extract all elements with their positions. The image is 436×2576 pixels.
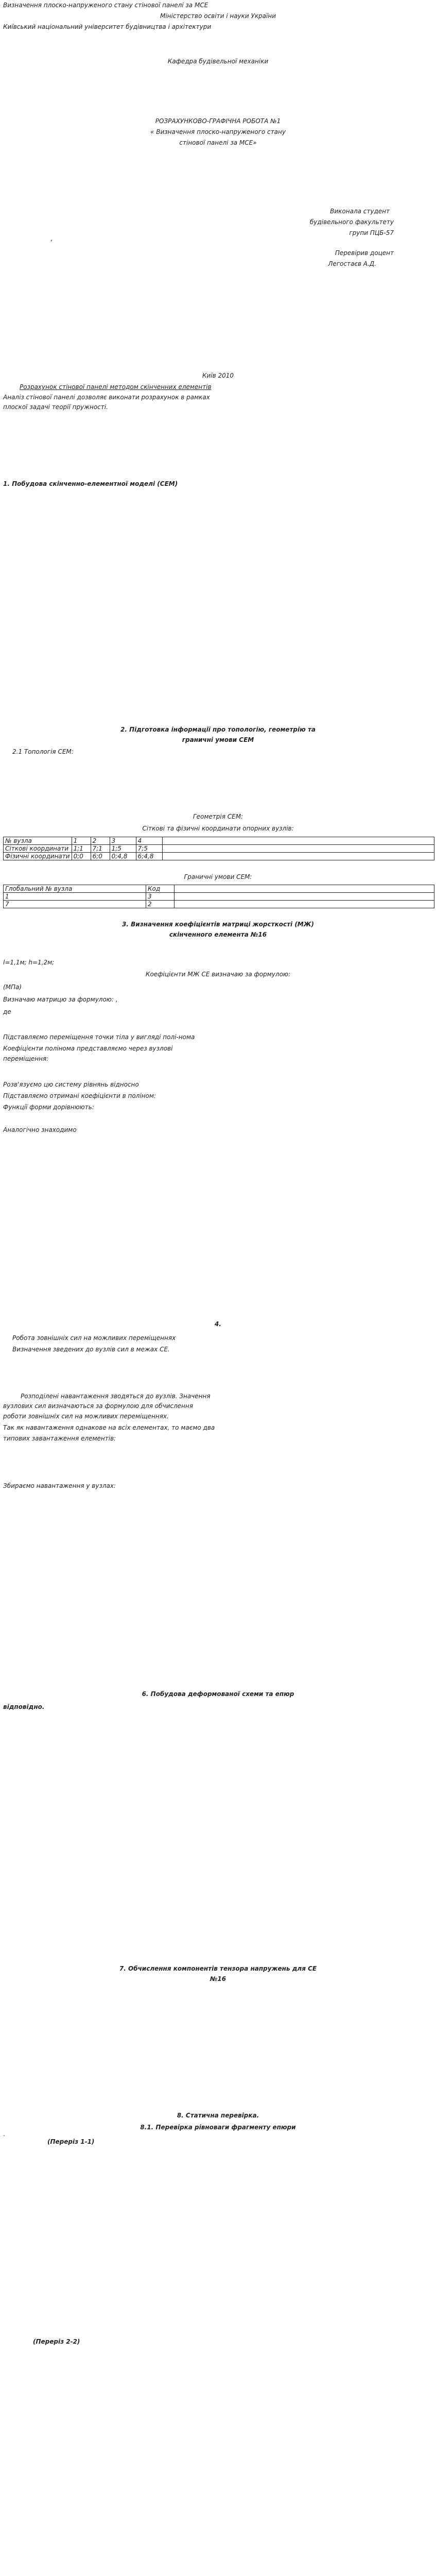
table-cell: 7;5 xyxy=(136,845,162,853)
table-cell: 2 xyxy=(146,901,175,908)
section-cut-2-2: (Переріз 2-2) xyxy=(33,2338,80,2345)
table-cell: 4 xyxy=(136,837,162,845)
section-7-title-2: №16 xyxy=(210,1975,226,1982)
table-cell: 1 xyxy=(4,893,146,901)
substitute-text: Підставляємо отримані коефіцієнти в поліном: xyxy=(3,1092,156,1099)
section-4-para-1: Розподілені навантаження зводяться до вузлів. Значення xyxy=(21,1393,211,1400)
section-2-1-title: 2.1 Топологія СЕМ: xyxy=(12,748,74,755)
boundary-caption: Граничні умови СЕМ: xyxy=(184,873,252,880)
ministry-name: Міністерство освіти і науки України xyxy=(160,12,276,20)
section-3-title-2: скінченного елемента №16 xyxy=(169,931,267,938)
table-cell: 0;4,8 xyxy=(110,853,136,860)
group-name: групи ПЦБ-57 xyxy=(349,229,394,236)
table-cell: Фізичні координати xyxy=(4,853,72,860)
top-line: Визначення плоско-напруженого стану стінової панелі за МСЕ xyxy=(3,2,208,9)
work-title: РОЗРАХУНКОВО-ГРАФІЧНА РОБОТА №1 xyxy=(155,117,281,125)
where-label: де xyxy=(3,1008,11,1015)
table-cell: 7 xyxy=(4,901,146,908)
table-cell: 3 xyxy=(146,893,175,901)
section-8-1-title: 8.1. Перевірка рівноваги фрагменту епюри xyxy=(140,2124,296,2131)
table-cell xyxy=(162,845,434,853)
section-4-para-5: типових завантаження елементів: xyxy=(3,1435,116,1442)
performed-by: Виконала студент xyxy=(330,208,390,215)
table-cell xyxy=(162,853,434,860)
analogous-text: Аналогічно знаходимо xyxy=(3,1126,77,1133)
section-cut-1-1: (Переріз 1-1) xyxy=(47,2138,95,2145)
intro-line-1: Аналіз стінової панелі дозволяє виконати розрахунок в рамках xyxy=(3,394,210,401)
table-cell: 6;4,8 xyxy=(136,853,162,860)
work-subtitle-2: стінової панелі за МСЕ» xyxy=(179,139,257,146)
university-name: Київський національний університет будівництва і архітектури xyxy=(3,23,212,30)
table-cell: 6;0 xyxy=(91,853,110,860)
section-6-title-1: 6. Побудова деформованої схеми та епюр xyxy=(142,1690,294,1698)
section-3-title-1: 3. Визначення коефіцієнтів матриці жорсткості (МЖ) xyxy=(122,921,314,928)
intro-line-2: плоскої задачі теорії пружності. xyxy=(3,403,108,411)
section-6-title-2: відповідно. xyxy=(3,1703,45,1710)
section-8-title: 8. Статична перевірка. xyxy=(177,2112,259,2119)
table-header-cell: Глобальний № вузла xyxy=(4,885,146,893)
table-cell: 1 xyxy=(72,837,91,845)
table-row xyxy=(4,845,434,853)
displacement-field-text: Підставляємо переміщення точки тіла у вигляді полі-нома xyxy=(3,1033,195,1041)
section-4-line-1: Робота зовнішніх сил на можливих переміщеннях xyxy=(12,1334,176,1342)
section-4-para-2: вузлових сил визначаються за формулою для обчислення xyxy=(3,1402,193,1410)
table-row xyxy=(4,901,434,908)
polynomial-coef-line-1: Коефіцієнти полінома представляємо через вузлові xyxy=(3,1045,173,1052)
table-row xyxy=(4,885,434,893)
nodes-caption: Сіткові та фізичні координати опорних вузлів: xyxy=(142,825,294,832)
section-2-title-2: граничні умови СЕМ xyxy=(182,736,254,743)
section-7-title-1: 7. Обчислення компонентів тензора напружень для СЕ xyxy=(119,1965,317,1972)
boundary-table xyxy=(3,885,434,908)
checker-name: Легостаєв А.Д. xyxy=(328,260,376,267)
table-row xyxy=(4,853,434,860)
table-cell: 2 xyxy=(91,837,110,845)
table-cell: 3 xyxy=(110,837,136,845)
table-cell: Сіткові координати xyxy=(4,845,72,853)
table-header-cell: Код xyxy=(146,885,175,893)
polynomial-coef-line-2: переміщення: xyxy=(3,1055,49,1062)
solve-system-text: Розв'язуємо цю систему рівнянь відносно xyxy=(3,1081,139,1088)
intro-heading: Розрахунок стінової панелі методом скінченних елементів xyxy=(20,383,212,391)
table-cell: 7;1 xyxy=(91,845,110,853)
section-4-para-3: роботи зовнішніх сил на можливих переміщеннях. xyxy=(3,1413,169,1420)
faculty-name: будівельного факультету xyxy=(309,218,394,226)
table-row xyxy=(4,837,434,845)
table-cell: 0;0 xyxy=(72,853,91,860)
matrix-formula-intro: Визначаю матрицю за формулою: , xyxy=(3,996,118,1003)
stray-mark: , xyxy=(50,235,53,242)
unit-label: (МПа) xyxy=(3,984,22,991)
element-dimensions: l=1,1м; h=1,2м; xyxy=(3,959,55,966)
section-4-title: 4. xyxy=(215,1320,221,1328)
geometry-title: Геометрія СЕМ: xyxy=(193,813,243,820)
nodes-table xyxy=(3,837,434,860)
table-cell: № вузла xyxy=(4,837,72,845)
section-4-para-4: Так як навантаження однакове на всіх елементах, то маємо два xyxy=(3,1424,215,1431)
shape-functions-text: Функції форми дорівнюють: xyxy=(3,1104,94,1111)
stray-dot: . xyxy=(3,2130,5,2138)
table-cell: 1;5 xyxy=(110,845,136,853)
table-cell xyxy=(175,893,434,901)
table-cell: 1;1 xyxy=(72,845,91,853)
section-2-title-1: 2. Підготовка інформації про топологію, геометрію та xyxy=(120,726,316,733)
table-cell xyxy=(175,901,434,908)
work-subtitle-1: « Визначення плоско-напруженого стану xyxy=(150,128,286,135)
section-4-line-2: Визначення зведених до вузлів сил в межах СЕ. xyxy=(12,1346,170,1353)
department-name: Кафедра будівельної механіки xyxy=(167,58,269,65)
checked-by: Перевірив доцент xyxy=(335,249,394,257)
collect-loads-text: Збираємо навантаження у вузлах: xyxy=(3,1482,116,1489)
stiffness-coef-intro: Коефіцієнти МЖ СЕ визначаю за формулою: xyxy=(145,971,291,978)
city-year: Київ 2010 xyxy=(202,372,234,379)
table-cell xyxy=(162,837,434,845)
section-1-title: 1. Побудова скінченно-елементної моделі (СЕМ) xyxy=(3,480,178,487)
table-cell xyxy=(175,885,434,893)
table-row xyxy=(4,893,434,901)
